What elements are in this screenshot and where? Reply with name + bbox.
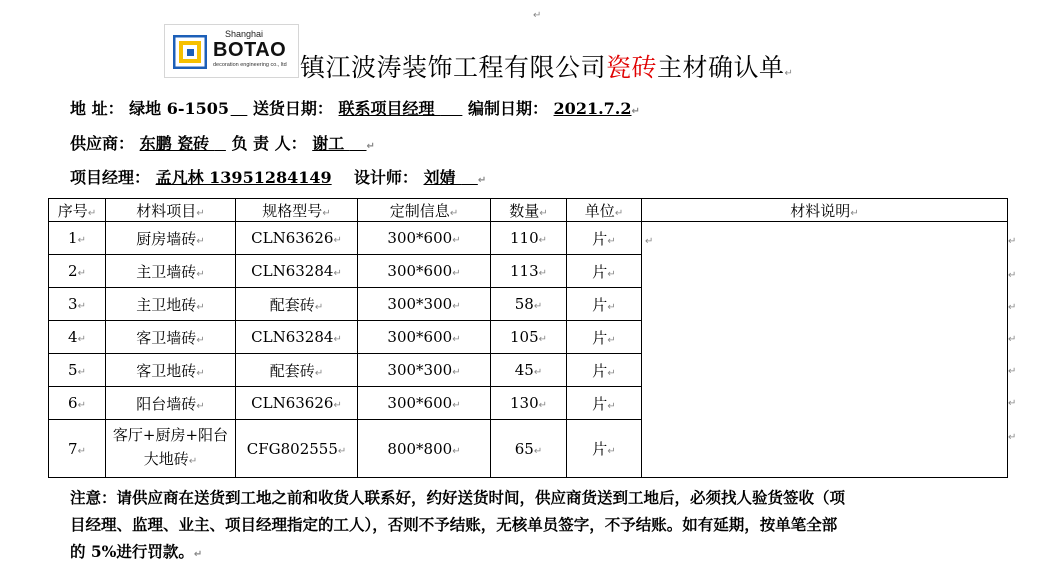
cell-spec: 配套砖↵	[236, 288, 358, 321]
cell-item: 主卫地砖↵	[106, 288, 236, 321]
cell-qty: 65↵	[491, 420, 567, 478]
notice-paragraph	[70, 484, 1010, 568]
cell-custom: 300*300↵	[358, 288, 491, 321]
paragraph-mark: ↵	[193, 549, 203, 560]
person-value: 谢工	[312, 134, 350, 153]
paragraph-mark: ↵	[1008, 236, 1017, 247]
header-item: 材料项目↵	[106, 199, 236, 222]
cell-qty: 45↵	[491, 354, 567, 387]
delivery-value: 联系项目经理	[338, 99, 441, 118]
date-label: 编制日期：	[467, 99, 548, 118]
address-label: 地 址：	[70, 99, 124, 118]
cell-spec: CLN63626↵	[236, 387, 358, 420]
cell-custom: 300*300↵	[358, 354, 491, 387]
address-value: 绿地 6-1505	[129, 99, 230, 118]
cell-unit: 片↵	[567, 387, 642, 420]
cell-custom: 800*800↵	[358, 420, 491, 478]
materials-table	[48, 198, 1008, 478]
header-unit: 单位↵	[567, 199, 642, 222]
cell-item: 客卫墙砖↵	[106, 321, 236, 354]
cell-spec: CLN63284↵	[236, 255, 358, 288]
cell-no: 1↵	[49, 222, 106, 255]
header-custom: 定制信息↵	[358, 199, 491, 222]
supplier-label: 供应商：	[70, 134, 135, 153]
title-suffix: 主材确认单	[657, 53, 785, 82]
cell-item: 厨房墙砖↵	[106, 222, 236, 255]
cell-unit: 片↵	[567, 321, 642, 354]
title-prefix: 镇江波涛装饰工程有限公司	[300, 53, 607, 82]
notice-line: 注意：请供应商在送货到工地之前和收货人联系好，约好送货时间，供应商货送到工地后，必须找人验货签收（项	[70, 488, 846, 507]
cell-spec: 配套砖↵	[236, 354, 358, 387]
cell-no: 4↵	[49, 321, 106, 354]
cell-qty: 105↵	[491, 321, 567, 354]
info-line-address	[70, 96, 640, 119]
cell-spec: CLN63626↵	[236, 222, 358, 255]
cell-unit: 片↵	[567, 420, 642, 478]
title-highlight: 瓷砖	[606, 53, 658, 82]
paragraph-mark: ↵	[631, 106, 640, 117]
supplier-value: 东鹏 瓷砖	[139, 134, 215, 153]
company-logo	[164, 24, 299, 78]
cell-unit: 片↵	[567, 288, 642, 321]
header-qty: 数量↵	[491, 199, 567, 222]
cell-item: 客卫地砖↵	[106, 354, 236, 387]
cell-no: 5↵	[49, 354, 106, 387]
paragraph-mark: ↵	[1008, 432, 1017, 443]
cell-item: 客厅+厨房+阳台大地砖↵	[106, 420, 236, 478]
cell-qty: 130↵	[491, 387, 567, 420]
cell-unit: 片↵	[567, 222, 642, 255]
material-notes-cell: ↵	[642, 222, 1008, 478]
notice-line: 的 5%进行罚款。	[70, 542, 194, 561]
paragraph-mark: ↵	[533, 10, 542, 21]
pm-label: 项目经理：	[70, 168, 151, 187]
designer-value: 刘婧	[423, 168, 462, 187]
cell-no: 6↵	[49, 387, 106, 420]
cell-spec: CFG802555↵	[236, 420, 358, 478]
paragraph-mark: ↵	[366, 141, 375, 152]
cell-no: 7↵	[49, 420, 106, 478]
cell-custom: 300*600↵	[358, 255, 491, 288]
designer-label: 设计师：	[353, 168, 418, 187]
cell-no: 2↵	[49, 255, 106, 288]
logo-brand: BOTAO	[213, 39, 287, 61]
paragraph-mark: ↵	[784, 68, 794, 79]
cell-item: 阳台墙砖↵	[106, 387, 236, 420]
pm-value: 孟凡林 13951284149	[155, 168, 332, 187]
logo-subtitle: decoration engineering co., ltd	[213, 62, 287, 68]
document-title	[300, 48, 793, 84]
table-header-row	[49, 199, 1008, 222]
cell-qty: 58↵	[491, 288, 567, 321]
paragraph-mark: ↵	[477, 175, 487, 186]
cell-no: 3↵	[49, 288, 106, 321]
header-spec: 规格型号↵	[236, 199, 358, 222]
person-label: 负 责 人：	[231, 134, 307, 153]
logo-square-icon	[173, 35, 207, 69]
paragraph-mark: ↵	[1008, 398, 1017, 409]
cell-qty: 113↵	[491, 255, 567, 288]
info-line-supplier	[70, 131, 375, 154]
cell-qty: 110↵	[491, 222, 567, 255]
paragraph-mark: ↵	[1008, 334, 1017, 345]
cell-custom: 300*600↵	[358, 387, 491, 420]
cell-unit: 片↵	[567, 354, 642, 387]
cell-spec: CLN63284↵	[236, 321, 358, 354]
paragraph-mark: ↵	[1008, 366, 1017, 377]
cell-custom: 300*600↵	[358, 321, 491, 354]
header-no: 序号↵	[49, 199, 106, 222]
info-line-manager	[70, 165, 486, 188]
notice-line: 目经理、监理、业主、项目经理指定的工人），否则不予结账，无核单员签字，不予结账。如有延期，按单笔全部	[70, 515, 838, 534]
header-notes: 材料说明↵	[642, 199, 1008, 222]
paragraph-mark: ↵	[1008, 302, 1017, 313]
table-row	[49, 222, 1008, 255]
paragraph-mark: ↵	[1008, 270, 1017, 281]
cell-unit: 片↵	[567, 255, 642, 288]
delivery-label: 送货日期：	[252, 99, 333, 118]
cell-item: 主卫墙砖↵	[106, 255, 236, 288]
logo-city: Shanghai	[225, 29, 264, 39]
date-value: 2021.7.2	[553, 99, 632, 118]
cell-custom: 300*600↵	[358, 222, 491, 255]
